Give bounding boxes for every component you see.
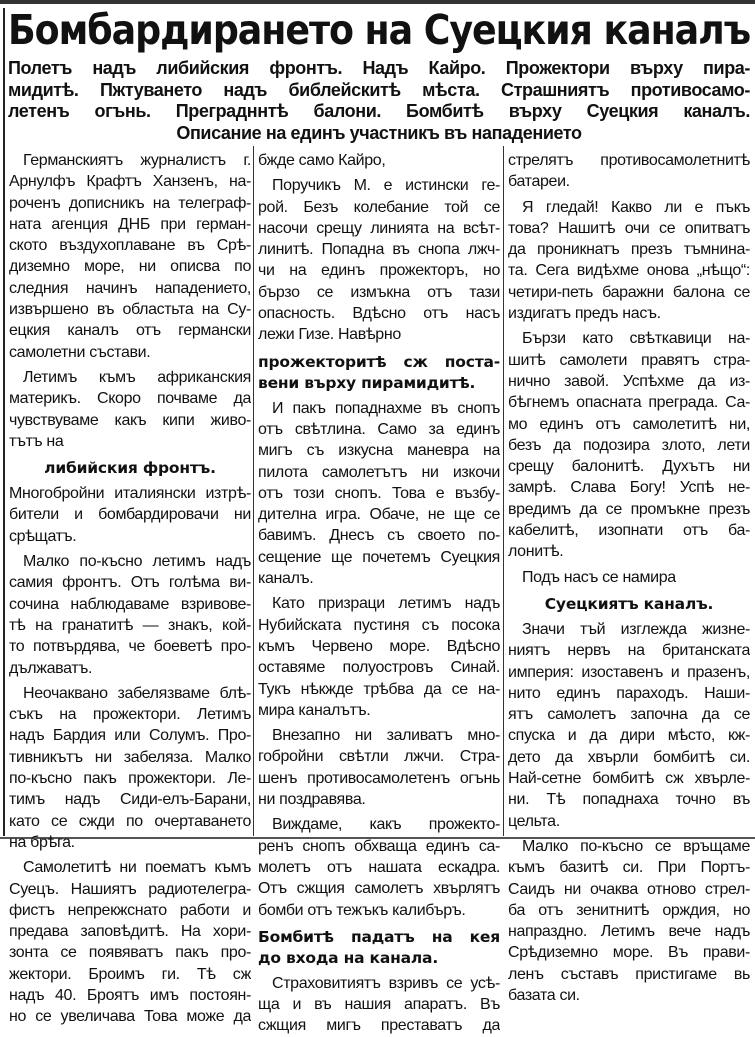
text-line: като се сжди по очертаването (9, 812, 251, 830)
text-line: ни поздравява. (258, 791, 366, 809)
text-line: шитѣ самолети правятъ стра- (508, 351, 750, 369)
text-line: четири-петь баражни балона се (508, 283, 750, 301)
text-line: шенъ противосамолетенъ огънь (258, 769, 500, 787)
text-line: тѣ на гранатитѣ — знакъ, кой- (9, 616, 251, 634)
text-line: но се увеличава Това може да (9, 1008, 251, 1026)
text-line: гобройни свѣтли лжчи. Стра- (258, 748, 500, 766)
paragraph (9, 367, 251, 452)
text-line: тътъ на (9, 432, 64, 450)
text-line: бомби отъ тежъкъ калибъръ. (258, 901, 466, 919)
text-line: Бомбитѣ падатъ на кея (258, 927, 500, 946)
text-line: Суецкиятъ каналъ. (544, 594, 714, 613)
text-line: кабелитѣ, изопнати отъ ба- (508, 522, 750, 540)
text-line: дето да хвърли бомбитѣ си. (508, 748, 750, 766)
text-line: сещение ще почетемъ Суецкия (258, 548, 500, 566)
text-line: ятъ самолетъ започна да се (508, 706, 750, 724)
text-line: безъ да подозира злото, лети (508, 436, 750, 454)
text-line: нично завой. Успѣхме да из- (508, 372, 750, 390)
text-line: отъ свѣтлина. Само за единъ (258, 420, 500, 438)
text-line: Бързи като свѣткавици на- (522, 330, 750, 348)
paragraph (508, 619, 750, 832)
text-line: Я гледай! Какво ли е пъкъ (522, 198, 750, 216)
paragraph (258, 814, 500, 920)
text-line: срещу балонитѣ. Духътъ ни (508, 458, 750, 476)
article-column-1 (9, 146, 251, 1028)
column-divider (253, 146, 254, 836)
text-line: Летимъ къмъ африканския (23, 368, 251, 386)
text-line: чи на единъ прожекторъ, но (258, 262, 500, 280)
text-line: материкъ. Скоро почваме да (9, 390, 251, 408)
text-line: вредимъ да се промъкне презъ (508, 500, 750, 518)
text-line: предава заповѣдитѣ. На хори- (9, 923, 251, 941)
text-line: Значи тъй изглежда жизне- (522, 620, 750, 638)
text-line: ското въздухоплаване въ Срѣ- (9, 237, 251, 255)
text-line: извършено въ областьта на Су- (9, 301, 251, 319)
text-line: бѣгнемъ опасната преграда. Са- (508, 394, 750, 412)
section-subheading (9, 458, 251, 479)
text-line: то потвърдява, че боеветѣ про- (9, 638, 251, 656)
text-line: ренъ снопъ обхваща единъ са- (258, 837, 500, 855)
text-line: батареи. (508, 173, 570, 191)
text-line: надъ Бардия или Солумъ. Про- (9, 727, 251, 745)
text-line: Подъ насъ се намира (522, 568, 676, 586)
text-line: Неочаквано забелязваме блѣ- (23, 684, 251, 702)
paragraph (508, 150, 750, 193)
text-line: тимъ надъ Сиди-елъ-Барани, (9, 791, 251, 809)
text-line: дължаватъ. (9, 659, 93, 677)
paragraph (9, 150, 251, 363)
text-line: Арнулфъ Крафтъ Ханзенъ, на- (9, 173, 251, 191)
headline: Бомбардирането на Суецкия каналъ (8, 6, 750, 54)
text-line: диземно море, ни описва по (9, 258, 251, 276)
text-line: бжде само Кайро, (258, 152, 386, 169)
text-line: по-късно пакъ прожектори. Ле- (9, 770, 251, 788)
text-line: лонитѣ. (508, 543, 564, 561)
section-subheading (258, 352, 500, 394)
text-line: срѣщатъ. (9, 527, 77, 545)
paragraph (9, 551, 251, 679)
text-line: фистъ непрекжснато работи и (9, 901, 251, 919)
paragraph (258, 150, 500, 171)
text-line: дителна игра. Обаче, не ще се (258, 506, 500, 524)
text-line: бързо се измъкна отъ тази (258, 283, 500, 301)
text-line: Отъ сжщия самолетъ хвърлятъ (258, 880, 500, 898)
text-line: издигатъ предъ насъ. (508, 305, 661, 323)
text-line: отъ този снопъ. Това е възбу- (258, 484, 500, 502)
text-line: мо единъ отъ самолетитѣ ни, (508, 415, 750, 433)
article-column-3 (508, 146, 750, 1006)
paragraph (508, 836, 750, 1006)
text-line: Най-сетне бомбитѣ сж хвърле- (508, 770, 750, 788)
paragraph (258, 725, 500, 810)
text-line: бавимъ. Днесъ съ своето по- (258, 527, 500, 545)
text-line: самолетни състави. (9, 343, 151, 361)
text-line: зонта се появяватъ пакъ про- (9, 944, 251, 962)
text-line: до входа на канала. (258, 948, 439, 967)
text-line: Тукъ нѣкжде трѣбва да се на- (258, 680, 500, 698)
paragraph (508, 328, 750, 562)
paragraph (9, 857, 251, 1027)
text-line: Поручикъ М. е истински ге- (272, 177, 500, 195)
text-line: съкъ на прожектори. Летимъ (9, 706, 251, 724)
text-line: пилота самолетътъ ни изкочи (258, 463, 500, 481)
subheadline-line: Полетъ надъ либийския фронтъ. Надъ Кайро. Прожектори върху пира- (8, 58, 750, 78)
text-line: къмъ базитѣ си. При Портъ- (508, 859, 750, 877)
text-line: та. Сега видѣхме онова „нѣщо“: (508, 262, 750, 280)
text-line: ниятъ нервъ на британската (508, 642, 750, 660)
column-divider (503, 146, 504, 836)
text-line: базата си. (508, 986, 580, 1004)
text-line: вени върху пирамидитѣ. (258, 373, 476, 392)
text-line: молетъ отъ нашата ескадра. (258, 858, 500, 876)
text-line: насочи срещу линията на всѣт- (258, 219, 500, 237)
paragraph (508, 197, 750, 325)
text-line: Внезапно ни заливатъ мно- (272, 727, 500, 745)
paragraph (508, 567, 750, 588)
paragraph (258, 398, 500, 590)
paragraph (258, 973, 500, 1037)
left-rule (3, 8, 5, 836)
text-line: самия фронтъ. Отъ голѣма ви- (9, 574, 251, 592)
text-line: Страховитиятъ взривъ се усѣ- (272, 974, 500, 992)
text-line: рой. Безъ колебание той се (258, 198, 500, 216)
text-line: надъ 40. Броятъ имъ постоян- (9, 986, 251, 1004)
text-line: ленъ съставъ пристигаме вь (508, 965, 750, 983)
section-subheading (258, 927, 500, 969)
text-line: линитѣ. Попадна въ снопа лжч- (258, 241, 500, 259)
text-line: либийския фронтъ. (44, 459, 216, 478)
text-line: ни. Тѣ попаднаха точно въ (508, 791, 750, 809)
text-line: това? Нашитѣ очи се опитватъ (508, 219, 750, 237)
text-line: империя: изоставенъ и празенъ, (508, 663, 750, 681)
text-line: прожекторитѣ сж поста- (258, 352, 500, 371)
paragraph (9, 683, 251, 853)
text-line: замрѣ. Слава Богу! Успѣ не- (508, 479, 750, 497)
text-line: Германскиятъ журналистъ г. (23, 152, 251, 169)
text-line: тивникътъ ни забеляза. Малко (9, 748, 251, 766)
text-line: Виждаме, какъ прожекто- (272, 816, 500, 834)
text-line: Саидъ ни очаква отново стрел- (508, 880, 750, 898)
subheadline-line: Описание на единъ участникъ въ нападението (176, 122, 582, 143)
text-line: нито единъ параходъ. Наши- (508, 684, 750, 702)
paragraph (258, 175, 500, 345)
subheadline-line: мидитѣ. Пжтуването надъ библейскитѣ мѣста. Страшниятъ противосамо- (8, 79, 750, 100)
text-line: следния начинъ нападението, (9, 279, 251, 297)
text-line: Многобройни италиянски изтрѣ- (9, 485, 251, 503)
text-line: Нубийската пустиня съ посока (258, 616, 500, 634)
text-line: цельта. (508, 812, 560, 830)
text-line: сжщия мигъ преставатъ да (258, 1017, 500, 1035)
text-line: бители и бомбардировачи ни (9, 506, 251, 524)
text-line: мира каналътъ. (258, 701, 371, 719)
text-line: И пакъ попаднахме въ снопъ (272, 399, 500, 417)
text-line: къмъ Червено море. Вдѣсно (258, 637, 500, 655)
text-line: Като призраци летимъ надъ (272, 595, 500, 613)
text-line: напраздно. Летимъ вече надъ (508, 923, 750, 941)
text-line: Малко по-късно се връщаме (522, 837, 750, 855)
text-line: роченъ дописникъ на телеграф- (9, 194, 251, 212)
section-subheading (508, 594, 750, 615)
text-line: Малко по-късно летимъ надъ (23, 553, 251, 571)
text-line: стрелятъ противосамолетнитѣ (508, 152, 750, 169)
text-line: Самолетитѣ ни поематъ къмъ (23, 859, 251, 877)
text-line: ецкия каналъ отъ германски (9, 322, 251, 340)
text-line: жектори. Броимъ ги. Тѣ сж (9, 965, 251, 983)
subheadline (8, 58, 750, 144)
text-line: каналъ. (258, 570, 314, 588)
text-line: да проникнатъ презъ тъмнина- (508, 241, 750, 259)
paragraph (9, 483, 251, 547)
text-line: ната агенция ДНБ при герман- (9, 215, 251, 233)
article-column-2 (258, 146, 500, 1037)
text-line: мигъ съ изкусна маневра на (258, 442, 500, 460)
paragraph (258, 593, 500, 721)
text-line: оставяме полуостровъ Синай. (258, 659, 500, 677)
text-line: ща и въ нашия апаратъ. Въ (258, 996, 500, 1014)
text-line: лежи Гизе. Навѣрно (258, 326, 401, 344)
subheadline-line: летенъ огънь. Преградннтѣ балони. Бомбитѣ върху Суецкия каналъ. (8, 101, 750, 121)
text-line: ба отъ зенитнитѣ орждия, но (508, 901, 750, 919)
text-line: на брѣга. (9, 833, 75, 851)
text-line: сочина наблюдаваме взривове- (9, 595, 251, 613)
text-line: опасность. Вдѣсно отъ насъ (258, 305, 500, 323)
text-line: чувствуваме какъ кипи живо- (9, 411, 251, 429)
text-line: спуска и да дири мѣсто, кж- (508, 727, 750, 745)
text-line: Срѣдиземно море. Въ прави- (508, 944, 750, 962)
text-line: Суецъ. Нашиятъ радиотелегра- (9, 880, 251, 898)
